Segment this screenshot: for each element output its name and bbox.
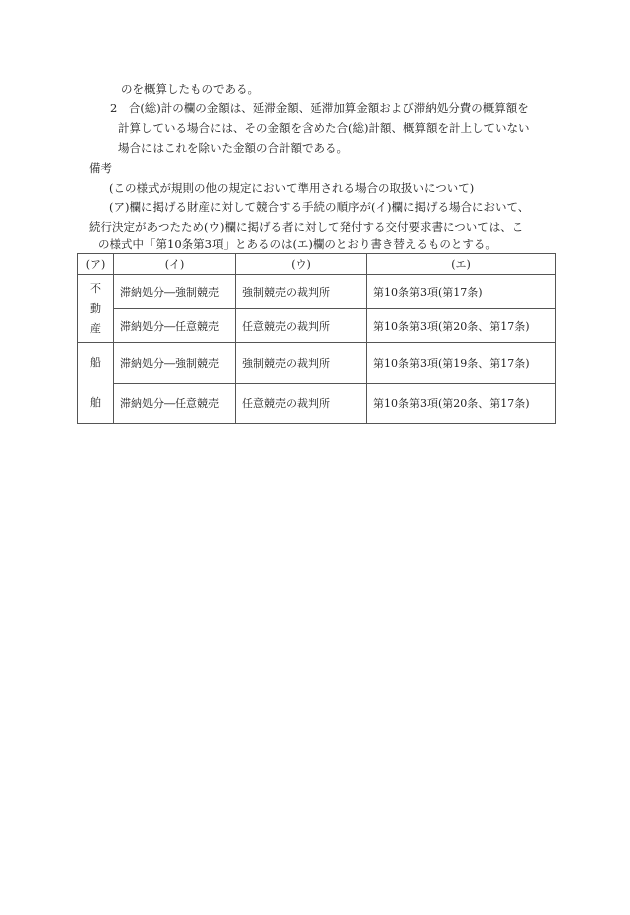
header-e: (エ) (367, 254, 556, 275)
category-label: 不動産 (90, 281, 101, 335)
category-ship (78, 343, 114, 424)
remarks-subheading: (この様式が規則の他の規定において準用される場合の取扱いについて) (109, 181, 475, 195)
note-item-2-line-3: 場合にはこれを除いた金額の合計額である。 (118, 141, 348, 155)
note-item-2-line-1: 2 合(総)計の欄の金額は、延滞金額、延滞加算金額および滞納処分費の概算額を (110, 101, 529, 115)
procedure-cell: 滞納処分―強制競売 (114, 343, 236, 384)
rewrite-table (77, 253, 556, 424)
category-real-estate (78, 275, 114, 343)
court-cell: 任意競売の裁判所 (236, 309, 367, 343)
court-cell: 強制競売の裁判所 (236, 343, 367, 384)
article-cell: 第10条第3項(第17条) (367, 275, 556, 309)
note-continuation-line: のを概算したものである。 (121, 82, 259, 96)
note-item-2-line-2: 計算している場合には、その金額を含めた合(総)計額、概算額を計上していない (118, 121, 530, 135)
procedure-cell: 滞納処分―任意競売 (114, 383, 236, 424)
procedure-cell: 滞納処分―強制競売 (114, 275, 236, 309)
header-u: (ウ) (236, 254, 367, 275)
category-label: 船舶 (90, 356, 101, 409)
article-cell: 第10条第3項(第20条、第17条) (367, 309, 556, 343)
remarks-paragraph-line-2: 続行決定があつたため(ウ)欄に掲げる者に対して発付する交付要求書については、こ (89, 220, 524, 234)
table-row (78, 343, 556, 384)
court-cell: 任意競売の裁判所 (236, 383, 367, 424)
table-row (78, 309, 556, 343)
article-cell: 第10条第3項(第19条、第17条) (367, 343, 556, 384)
header-i: (イ) (114, 254, 236, 275)
remarks-paragraph-line-1: (ア)欄に掲げる財産に対して競合する手続の順序が(イ)欄に掲げる場合において、 (109, 200, 530, 214)
header-a: (ア) (78, 254, 114, 275)
remarks-heading: 備考 (89, 161, 112, 175)
court-cell: 強制競売の裁判所 (236, 275, 367, 309)
table-row (78, 383, 556, 424)
article-cell: 第10条第3項(第20条、第17条) (367, 383, 556, 424)
table-row (78, 275, 556, 309)
remarks-paragraph-line-3: の様式中「第10条第3項」とあるのは(エ)欄のとおり書き替えるものとする。 (98, 237, 497, 251)
procedure-cell: 滞納処分―任意競売 (114, 309, 236, 343)
table-header-row (78, 254, 556, 275)
